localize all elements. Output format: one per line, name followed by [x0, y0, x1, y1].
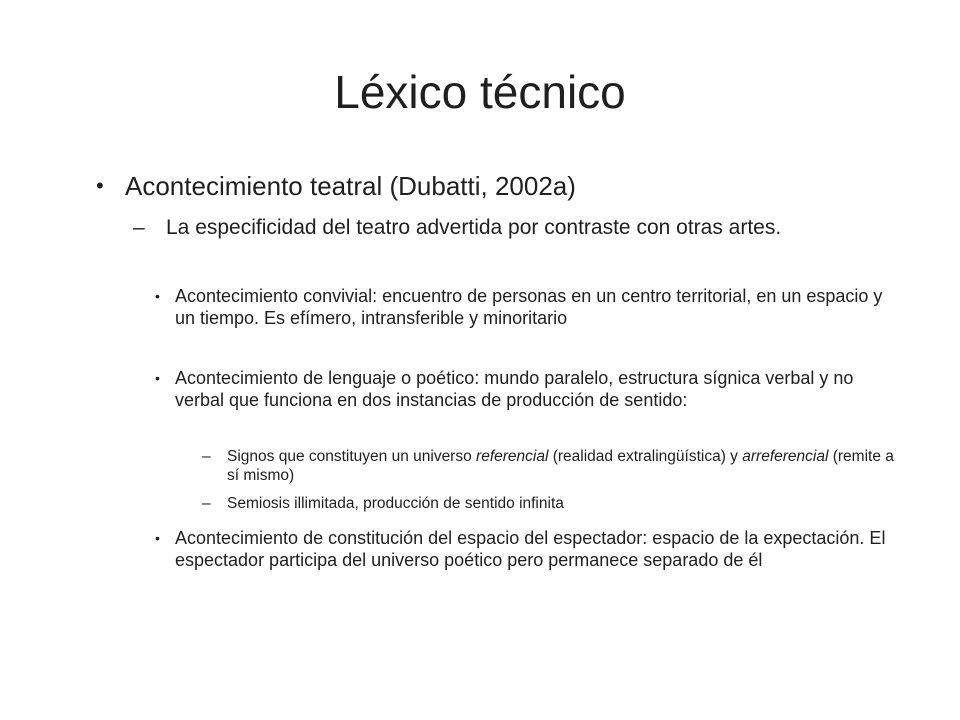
text-part: (remite a sí mismo)	[227, 448, 894, 484]
text-part: Signos que constituyen un universo	[227, 448, 477, 465]
bullet-level4-semiosis	[202, 494, 907, 513]
bullet-dot-icon: •	[96, 173, 104, 198]
bullet-level1-acontecimiento-teatral	[96, 170, 885, 202]
text-part: (realidad extralingüística) y	[548, 448, 743, 465]
bullet-text: Semiosis illimitada, producción de sentido infinita	[227, 495, 564, 512]
bullet-level3-poetico	[155, 367, 905, 411]
bullet-level3-espectador	[155, 527, 905, 571]
bullet-text: La especificidad del teatro advertida por contraste con otras artes.	[166, 216, 782, 239]
bullet-text	[227, 448, 894, 484]
bullet-dash-icon: –	[202, 495, 211, 512]
emphasis-arreferencial: arreferencial	[742, 448, 829, 465]
bullet-text: Acontecimiento de lenguaje o poético: mundo paralelo, estructura sígnica verbal y no verbal que funciona en dos instancias de producción de sentido:	[175, 368, 854, 410]
bullet-level2-especificidad	[133, 215, 906, 241]
emphasis-referencial: referencial	[476, 448, 549, 465]
bullet-level3-convivial	[155, 285, 905, 329]
slide-title: Léxico técnico	[334, 66, 626, 118]
bullet-dash-icon: –	[202, 448, 211, 465]
bullet-dot-icon: •	[155, 370, 160, 386]
bullet-text: Acontecimiento convivial: encuentro de personas en un centro territorial, en un espacio y un tiempo. Es efímero, intransferible y minoritario	[175, 286, 883, 328]
bullet-dash-icon: –	[133, 216, 145, 239]
bullet-text: Acontecimiento teatral (Dubatti, 2002a)	[125, 171, 576, 201]
bullet-level4-signos	[202, 447, 907, 485]
bullet-text: Acontecimiento de constitución del espacio del espectador: espacio de la expectación. El espectador participa del universo poético pero permanece separado de él	[175, 528, 886, 570]
bullet-dot-icon: •	[155, 530, 160, 546]
bullet-dot-icon: •	[155, 288, 160, 304]
